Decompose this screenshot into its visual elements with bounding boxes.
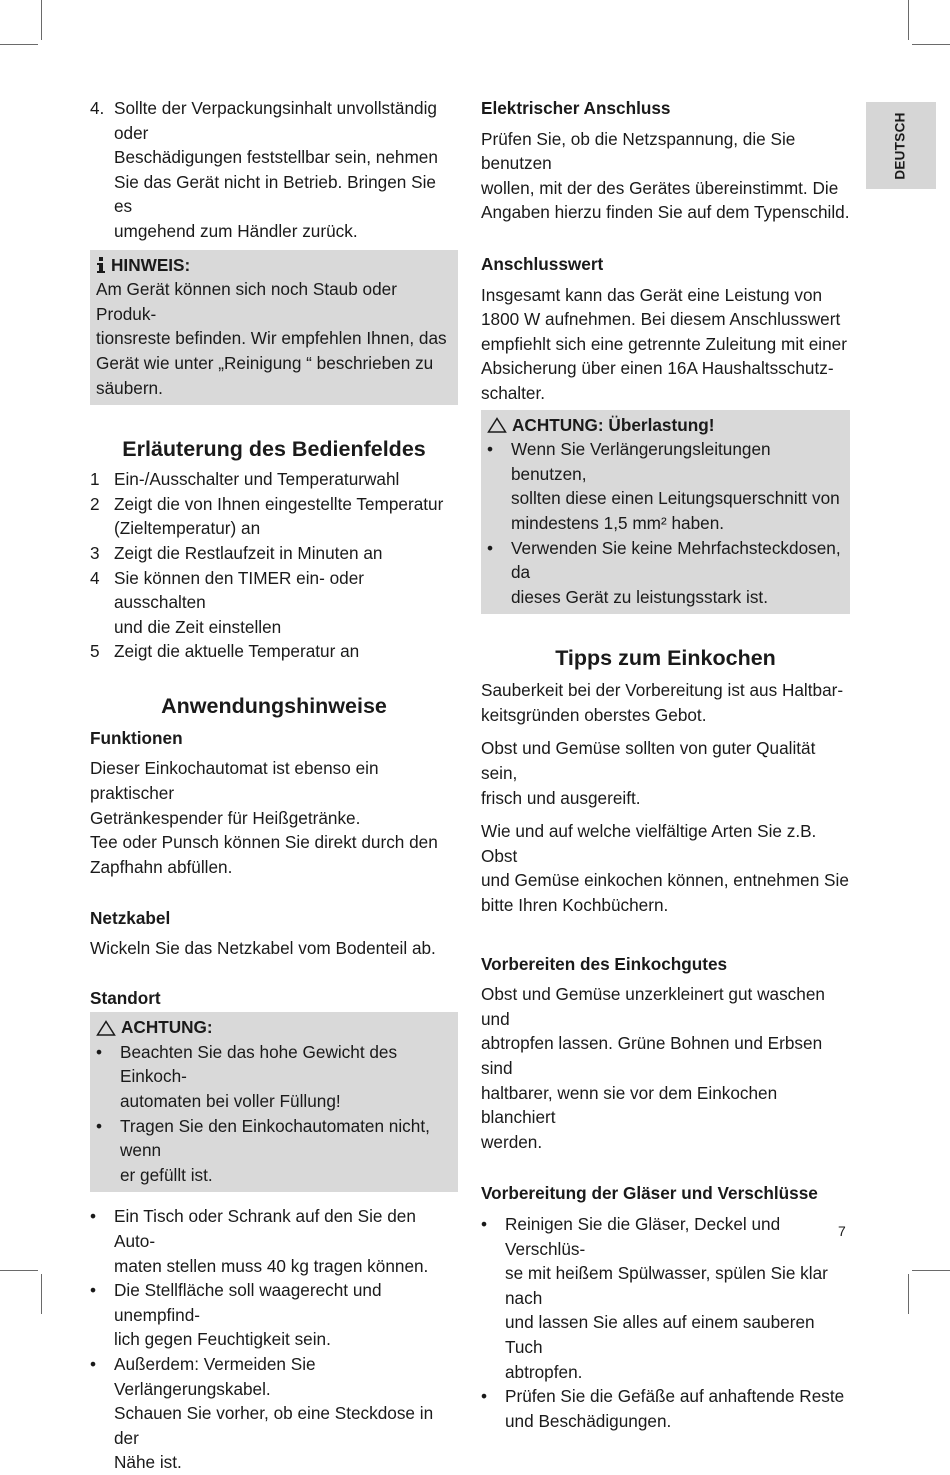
- hinweis-box: [90, 250, 458, 406]
- subsection-title: Standort: [90, 987, 161, 1008]
- list-item: [90, 96, 458, 244]
- subsection-title: Elektrischer Anschluss: [481, 98, 671, 118]
- subsection-title: Netzkabel: [90, 908, 171, 929]
- page-number: 7: [838, 1223, 846, 1239]
- bedienfeld-list: [90, 467, 458, 664]
- list-item: • Beachten Sie das hohe Gewicht des Einkoch- automaten bei voller Füllung!: [96, 1040, 452, 1114]
- list-item: • Die Stellfläche soll waagerecht und unempfind- lich gegen Feuchtigkeit sein.: [90, 1278, 458, 1352]
- text-line: bitte Ihren Kochbüchern.: [481, 895, 669, 916]
- text-line: (Zieltemperatur) an: [114, 518, 261, 539]
- text-line: Angaben hierzu finden Sie auf dem Typenschild.: [481, 202, 850, 223]
- hinweis-title: HINWEIS:: [111, 254, 191, 275]
- text-line: Prüfen Sie die Gefäße auf anhaftende Reste: [505, 1386, 845, 1407]
- list-item: • Tragen Sie den Einkochautomaten nicht, wenn er gefüllt ist.: [96, 1114, 452, 1188]
- text-line: Tragen Sie den Einkochautomaten nicht, wenn: [120, 1115, 430, 1161]
- anschluss-text: [481, 127, 850, 225]
- text-line: Reinigen Sie die Gläser, Deckel und Verschlüs-: [505, 1213, 781, 1259]
- info-icon: [96, 257, 106, 273]
- text-line: er gefüllt ist.: [120, 1164, 213, 1185]
- text-line: Obst und Gemüse unzerkleinert gut waschen und: [481, 984, 825, 1029]
- language-tab: [866, 102, 936, 189]
- text-line: und lassen Sie alles auf einem sauberen Tuch: [505, 1312, 815, 1357]
- text-line: wollen, mit der des Gerätes übereinstimmt. Die: [481, 177, 839, 198]
- text-line: und Gemüse einkochen können, entnehmen Sie: [481, 870, 849, 891]
- text-line: Sie das Gerät nicht in Betrieb. Bringen Sie es: [114, 171, 436, 217]
- text-line: Zeigt die aktuelle Temperatur an: [114, 641, 360, 662]
- item-number: 1: [90, 469, 100, 490]
- text-line: Zeigt die von Ihnen eingestellte Temperatur: [114, 493, 444, 514]
- text-line: automaten bei voller Füllung!: [120, 1091, 341, 1111]
- text-line: keitsgründen oberstes Gebot.: [481, 704, 707, 725]
- list-item: • Prüfen Sie die Gefäße auf anhaftende Reste und Beschädigungen.: [481, 1384, 850, 1433]
- text-line: Wenn Sie Verlängerungsleitungen benutzen,: [511, 439, 771, 484]
- text-line: Tee oder Punsch können Sie direkt durch den: [90, 832, 438, 853]
- text-line: Absicherung über einen 16A Haushaltsschutz-: [481, 358, 834, 379]
- text-line: abtropfen.: [505, 1361, 583, 1382]
- list-item: • Wenn Sie Verlängerungsleitungen benutzen, sollten diese einen Leitungsquerschnitt von mindestens 1,5 mm² haben.: [487, 437, 844, 535]
- crop-mark: [912, 44, 950, 45]
- text-line: Wie und auf welche vielfältige Arten Sie z.B. Obst: [481, 821, 817, 866]
- text-line: Die Stellfläche soll waagerecht und unempfind-: [114, 1280, 382, 1325]
- right-column: [481, 96, 850, 1433]
- left-column: [90, 96, 458, 1475]
- text-line: Außerdem: Vermeiden Sie Verlängerungskabel.: [114, 1353, 316, 1399]
- text-line: empfiehlt sich eine getrennte Zuleitung mit einer: [481, 333, 847, 354]
- list-item: [90, 467, 458, 492]
- intro-list: [90, 96, 458, 244]
- section-title: Anwendungshinweise: [161, 693, 387, 718]
- text-line: Insgesamt kann das Gerät eine Leistung von: [481, 284, 823, 305]
- crop-mark: [908, 0, 909, 40]
- text-line: Wickeln Sie das Netzkabel vom Bodenteil ab.: [90, 938, 436, 959]
- crop-mark: [41, 1274, 42, 1314]
- tipps-para: [481, 819, 850, 917]
- text-line: Nähe ist.: [114, 1452, 182, 1473]
- text-line: abtropfen lassen. Grüne Bohnen und Erbsen sind: [481, 1033, 823, 1078]
- item-number: 4.: [90, 98, 105, 118]
- list-item: • Außerdem: Vermeiden Sie Verlängerungskabel. Schauen Sie vorher, ob eine Steckdose in der Nähe ist.: [90, 1352, 458, 1475]
- crop-mark: [912, 1270, 950, 1271]
- achtung-title: ACHTUNG:: [121, 1017, 213, 1038]
- crop-mark: [0, 1270, 38, 1271]
- text-line: Prüfen Sie, ob die Netzspannung, die Sie benutzen: [481, 128, 796, 174]
- glaeser-list: [481, 1212, 850, 1433]
- text-line: tionsreste befinden. Wir empfehlen Ihnen, das: [96, 328, 447, 349]
- achtung-list: [96, 1040, 452, 1188]
- text-line: sollten diese einen Leitungsquerschnitt von: [511, 488, 840, 509]
- text-line: Gerät wie unter „Reinigung “ beschrieben zu: [96, 352, 434, 373]
- text-line: säubern.: [96, 377, 163, 398]
- text-line: mindestens 1,5 mm² haben.: [511, 512, 725, 533]
- list-item: • Reinigen Sie die Gläser, Deckel und Verschlüs- se mit heißem Spülwasser, spülen Sie klar nach und lassen Sie alles auf einem sauberen Tuch abtropfen.: [481, 1212, 850, 1384]
- subsection-title: Anschlusswert: [481, 253, 604, 274]
- hinweis-heading: [96, 253, 452, 278]
- crop-mark: [0, 44, 38, 45]
- ueberlastung-title: ACHTUNG: Überlastung!: [512, 414, 715, 435]
- text-line: und Beschädigungen.: [505, 1410, 672, 1431]
- item-number: 5: [90, 641, 100, 662]
- item-number: 3: [90, 542, 100, 563]
- warning-icon: [96, 1020, 116, 1036]
- text-line: frisch und ausgereift.: [481, 787, 641, 808]
- text-line: maten stellen muss 40 kg tragen können.: [114, 1255, 429, 1276]
- text-line: lich gegen Feuchtigkeit sein.: [114, 1329, 331, 1350]
- subsection-title: Funktionen: [90, 727, 183, 748]
- crop-mark: [908, 1274, 909, 1314]
- achtung-heading: [96, 1015, 452, 1040]
- text-line: se mit heißem Spülwasser, spülen Sie klar nach: [505, 1263, 828, 1308]
- text-line: umgehend zum Händler zurück.: [114, 220, 358, 241]
- text-line: werden.: [481, 1131, 543, 1152]
- text-line: Zapfhahn abfüllen.: [90, 856, 233, 877]
- text-line: und die Zeit einstellen: [114, 616, 282, 637]
- vorbereiten-text: [481, 982, 850, 1154]
- text-line: dieses Gerät zu leistungsstark ist.: [511, 586, 768, 607]
- list-item: [90, 639, 458, 664]
- list-item: • Ein Tisch oder Schrank auf den Sie den Auto- maten stellen muss 40 kg tragen können.: [90, 1204, 458, 1278]
- text-line: haltbarer, wenn sie vor dem Einkochen blanchiert: [481, 1082, 778, 1128]
- text-line: Beachten Sie das hohe Gewicht des Einkoch-: [120, 1041, 398, 1087]
- ueberlastung-heading: [487, 413, 844, 438]
- section-title: Tipps zum Einkochen: [555, 646, 776, 671]
- text-line: Schauen Sie vorher, ob eine Steckdose in der: [114, 1403, 434, 1448]
- ueberlastung-box: [481, 410, 850, 615]
- tipps-para: [481, 678, 850, 727]
- warning-icon: [487, 417, 507, 433]
- subsection-title: Vorbereiten des Einkochgutes: [481, 953, 728, 974]
- text-line: Beschädigungen feststellbar sein, nehmen: [114, 147, 438, 168]
- ueberlastung-list: [487, 437, 844, 609]
- text-line: Obst und Gemüse sollten von guter Qualität sein,: [481, 738, 816, 784]
- standort-list: [90, 1204, 458, 1475]
- list-item: [90, 541, 458, 566]
- text-line: Ein Tisch oder Schrank auf den Sie den Auto-: [114, 1206, 416, 1251]
- subsection-title: Vorbereitung der Gläser und Verschlüsse: [481, 1183, 818, 1204]
- text-line: Getränkespender für Heißgetränke.: [90, 807, 361, 828]
- list-item: • Verwenden Sie keine Mehrfachsteckdosen, da dieses Gerät zu leistungsstark ist.: [487, 536, 844, 610]
- item-number: 2: [90, 493, 100, 514]
- text-line: Am Gerät können sich noch Staub oder Produk-: [96, 279, 397, 324]
- item-number: 4: [90, 567, 100, 588]
- funktionen-text: [90, 756, 458, 879]
- text-line: Sie können den TIMER ein- oder ausschalten: [114, 567, 364, 613]
- list-item: [90, 566, 458, 640]
- text-line: Sauberkeit bei der Vorbereitung ist aus Haltbar-: [481, 680, 844, 701]
- text-line: Verwenden Sie keine Mehrfachsteckdosen, da: [511, 537, 841, 583]
- language-tab-label: DEUTSCH: [892, 112, 908, 180]
- anschlusswert-text: [481, 283, 850, 406]
- tipps-para: [481, 736, 850, 810]
- crop-mark: [41, 0, 42, 40]
- list-item: [90, 492, 458, 541]
- text-line: 1800 W aufnehmen. Bei diesem Anschlusswert: [481, 309, 841, 330]
- text-line: Sollte der Verpackungsinhalt unvollständig oder: [114, 98, 437, 143]
- achtung-box: [90, 1012, 458, 1192]
- text-line: Ein-/Ausschalter und Temperaturwahl: [114, 469, 400, 490]
- text-line: Zeigt die Restlaufzeit in Minuten an: [114, 542, 383, 563]
- text-line: Dieser Einkochautomat ist ebenso ein praktischer: [90, 758, 379, 804]
- text-line: schalter.: [481, 382, 546, 403]
- section-title: Erläuterung des Bedienfeldes: [122, 437, 426, 462]
